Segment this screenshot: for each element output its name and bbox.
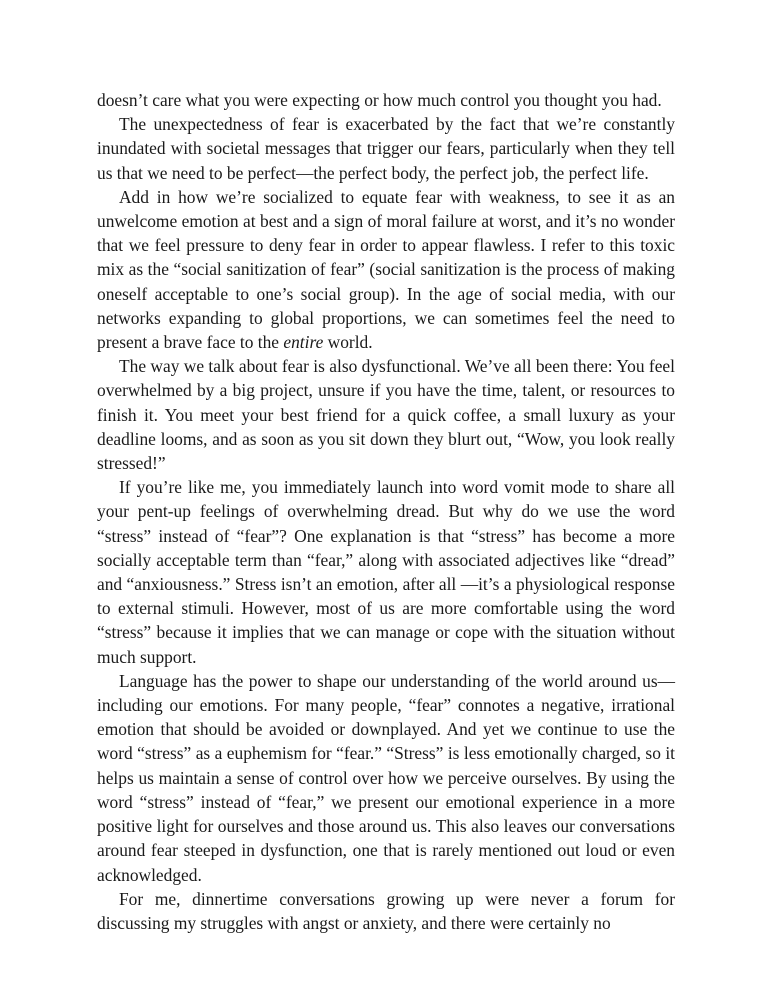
paragraph-text: The unexpectedness of fear is exacerbated by the fact that we’re constantly inundated with societal messages that trigger our fears, particularly when they tell us that we need to be perfect—the perfect body, the perfect job, the perfect life. [97, 114, 675, 183]
emphasized-text: entire [283, 332, 324, 353]
page-body-text [97, 88, 675, 935]
paragraph [97, 88, 675, 112]
paragraph-text: If you’re like me, you immediately launch into word vomit mode to share all your pent-up feelings of overwhelming dread. But why do we use the word “stress” instead of “fear”? One explanation is that “stress” has become a more socially acceptable term than “fear,” along with associated adjectives like “dread” and “anxiousness.” Stress isn’t an emotion, after all —it’s a physiological response to external stimuli. However, most of us are more comfortable using the word “stress” because it implies that we can manage or cope with the situation without much support. [97, 477, 675, 667]
paragraph [97, 185, 675, 354]
paragraph [97, 475, 675, 669]
paragraph-text: Add in how we’re socialized to equate fear with weakness, to see it as an unwelcome emotion at best and a sign of moral failure at worst, and it’s no wonder that we feel pressure to deny fear in order to appear flawless. I refer to this toxic mix as the “social sanitization of fear” (social sanitization is the process of making oneself acceptable to one’s social group). In the age of social media, with our networks expanding to global proportions, we can sometimes feel the need to present a brave face to the [97, 186, 675, 353]
paragraph [97, 669, 675, 887]
paragraph-text: world. [323, 332, 373, 353]
paragraph-text: Language has the power to shape our understanding of the world around us—including our emotions. For many people, “fear” connotes a negative, irrational emotion that should be avoided or downplayed. And yet we continue to use the word “stress” as a euphemism for “fear.” “Stress” is less emotionally charged, so it helps us maintain a sense of control over how we perceive ourselves. By using the word “stress” instead of “fear,” we present our emotional experience in a more positive light for ourselves and those around us. This also leaves our conversations around fear steeped in dysfunction, one that is rarely mentioned out loud or even acknowledged. [97, 670, 675, 885]
paragraph [97, 112, 675, 185]
paragraph-text: For me, dinnertime conversations growing up were never a forum for discussing my struggles with angst or anxiety, and there were certainly no [97, 888, 675, 933]
paragraph-text: doesn’t care what you were expecting or how much control you thought you had. [97, 90, 662, 110]
paragraph [97, 887, 675, 935]
paragraph [97, 354, 675, 475]
paragraph-text: The way we talk about fear is also dysfunctional. We’ve all been there: You feel overwhelmed by a big project, unsure if you have the time, talent, or resources to finish it. You meet your best friend for a quick coffee, a small luxury as your deadline looms, and as soon as you sit down they blurt out, “Wow, you look really stressed!” [97, 356, 675, 474]
